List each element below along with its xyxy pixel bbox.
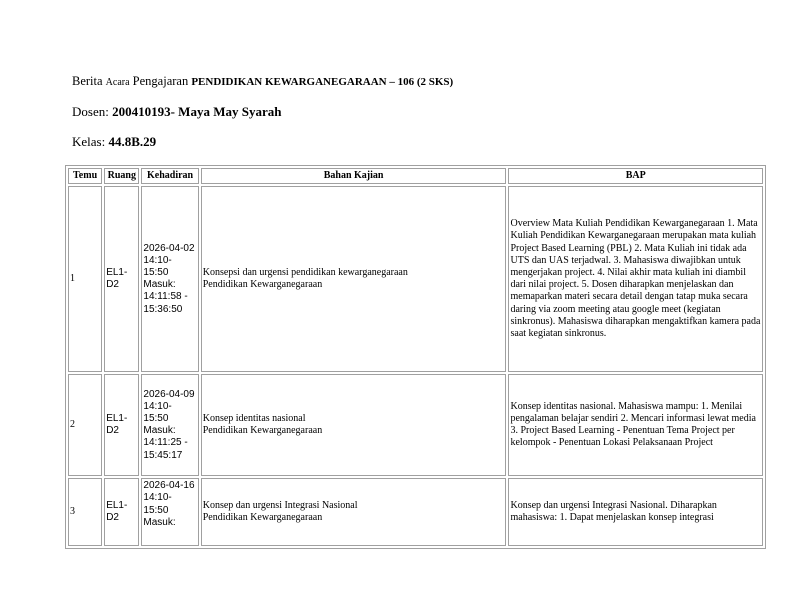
- col-ruang: Ruang: [104, 168, 139, 184]
- title-prefix: Berita: [72, 74, 103, 88]
- dosen-label: Dosen:: [72, 104, 109, 119]
- cell-kehadiran: 2026-04-09 14:10-15:50 Masuk: 14:11:25 - 15:45:17: [141, 374, 198, 476]
- cell-kehadiran: 2026-04-02 14:10-15:50 Masuk: 14:11:58 - 15:36:50: [141, 186, 198, 372]
- cell-bap: Konsep dan urgensi Integrasi Nasional. Diharapkan mahasiswa: 1. Dapat menjelaskan konsep integrasi: [508, 478, 763, 546]
- kelas-line: [72, 134, 156, 150]
- col-temu: Temu: [68, 168, 102, 184]
- cell-ruang: EL1-D2: [104, 478, 139, 546]
- course-name: PENDIDIKAN KEWARGANEGARAAN – 106 (2 SKS): [191, 76, 454, 88]
- table-row: [68, 374, 763, 476]
- col-bahan-kajian: Bahan Kajian: [201, 168, 507, 184]
- bahan-topic: Konsepsi dan urgensi pendidikan kewarganegaraan: [202, 267, 408, 278]
- cell-kehadiran: [141, 478, 198, 546]
- cell-temu: 1: [68, 186, 102, 372]
- cell-bahan-kajian: [201, 374, 507, 476]
- bahan-topic: Konsep dan urgensi Integrasi Nasional: [202, 500, 358, 511]
- cell-ruang: EL1-D2: [104, 186, 139, 372]
- table-row: [68, 478, 763, 546]
- bap-table: [65, 165, 766, 549]
- title-acara: Acara: [105, 77, 130, 88]
- table-row: [68, 186, 763, 372]
- cell-temu: 2: [68, 374, 102, 476]
- cell-bahan-kajian: [201, 186, 507, 372]
- cell-bahan-kajian: [201, 478, 507, 546]
- dosen-line: [72, 104, 281, 120]
- table-header-row: [68, 168, 763, 184]
- cell-bap: Overview Mata Kuliah Pendidikan Kewarganegaraan 1. Mata Kuliah Pendidikan Kewarganegaraan merupakan mata kuliah Project Based Learning (PBL) 2. Mata Kuliah ini tidak ada UTS dan UAS terjadwal. 3. Mahasiswa diwajibkan untuk mengerjakan project. 4. Nilai akhir mata kuliah ini diambil dari nilai project. 5. Dosen diharapkan menjelaskan dan memaparkan materi secara detail dengan tatap muka secara daring via zoom meeting atau google meet (kegiatan sinkronus). Mahasiswa diharapkan mengaktifkan kamera pada saat kegiatan sinkronus.: [508, 186, 763, 372]
- title-mid: Pengajaran: [132, 74, 189, 88]
- bahan-course: Pendidikan Kewarganegaraan: [202, 425, 323, 437]
- cell-temu: 3: [68, 478, 102, 546]
- dosen-value: 200410193- Maya May Syarah: [112, 104, 282, 119]
- bahan-course: Pendidikan Kewarganegaraan: [202, 279, 323, 291]
- cell-ruang: EL1-D2: [104, 374, 139, 476]
- kelas-value: 44.8B.29: [108, 134, 157, 149]
- col-bap: BAP: [508, 168, 763, 184]
- page-title: [72, 74, 453, 89]
- bahan-topic: Konsep identitas nasional: [202, 413, 306, 424]
- bahan-course: Pendidikan Kewarganegaraan: [202, 512, 323, 524]
- cell-bap: Konsep identitas nasional. Mahasiswa mampu: 1. Menilai pengalaman belajar sendiri 2. Mencari informasi lewat media 3. Project Based Learning - Penentuan Tema Project per kelompok - Penentuan Lokasi Pelaksanaan Project: [508, 374, 763, 476]
- col-kehadiran: Kehadiran: [141, 168, 198, 184]
- kehadiran-text: 2026-04-16 14:10-15:50 Masuk:: [143, 480, 195, 528]
- kelas-label: Kelas:: [72, 134, 106, 149]
